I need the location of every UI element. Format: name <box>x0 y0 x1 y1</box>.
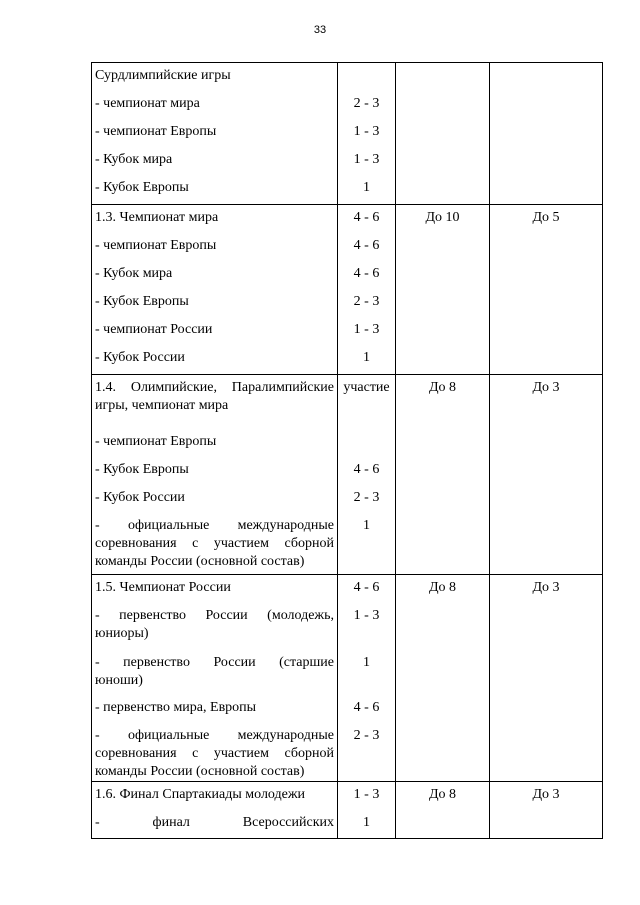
count-cell <box>396 289 490 317</box>
event-cell <box>92 119 338 147</box>
table-row <box>92 650 603 695</box>
count-cell <box>396 345 490 375</box>
page-number: 33 <box>313 24 327 36</box>
count-cell <box>396 119 490 147</box>
table-row <box>92 204 603 233</box>
places-cell <box>338 261 396 289</box>
event-text: - чемпионат Европы <box>95 124 217 139</box>
event-cell <box>92 147 338 175</box>
limit-cell <box>490 782 603 811</box>
cell-value: До 10 <box>425 209 460 225</box>
count-cell <box>396 810 490 839</box>
table-row <box>92 723 603 782</box>
places-cell <box>338 457 396 485</box>
cell-value <box>490 810 602 814</box>
cell-value: 1 <box>363 815 370 830</box>
cell-value: До 8 <box>428 580 457 595</box>
event-text: - чемпионат Европы <box>95 237 217 253</box>
event-text-line: юноши) <box>95 673 143 688</box>
cell-value <box>396 513 489 517</box>
cell-value <box>396 650 489 654</box>
limit-cell <box>490 695 603 723</box>
places-cell <box>338 575 396 604</box>
event-text: Сурдлимпийские игры <box>95 68 231 83</box>
cell-value: 4 - 6 <box>353 237 380 253</box>
cell-value: 2 - 3 <box>353 293 380 309</box>
event-cell <box>92 782 338 811</box>
cell-value: До 8 <box>428 380 457 395</box>
cell-value <box>490 345 602 349</box>
cell-value <box>396 345 489 349</box>
places-cell <box>338 695 396 723</box>
cell-value <box>490 603 602 607</box>
count-cell <box>396 457 490 485</box>
cell-value <box>396 317 489 321</box>
cell-value <box>396 429 489 433</box>
count-cell <box>396 261 490 289</box>
count-cell <box>396 204 490 233</box>
cell-value <box>490 485 602 489</box>
cell-value <box>490 457 602 461</box>
table-row <box>92 119 603 147</box>
limit-cell <box>490 261 603 289</box>
table-row <box>92 695 603 723</box>
cell-value <box>490 175 602 179</box>
table-body <box>92 63 603 839</box>
count-cell <box>396 650 490 695</box>
table-row <box>92 457 603 485</box>
places-cell <box>338 204 396 233</box>
event-text: - первенство мира, Европы <box>95 700 257 715</box>
cell-value <box>490 119 602 123</box>
places-cell <box>338 119 396 147</box>
table-row <box>92 261 603 289</box>
event-text: - Кубок мира <box>95 265 173 281</box>
count-cell <box>396 603 490 650</box>
cell-value <box>396 810 489 814</box>
cell-value: 4 - 6 <box>353 461 380 477</box>
event-text-line: - официальные международные <box>95 728 334 743</box>
limit-cell <box>490 345 603 375</box>
places-cell <box>338 233 396 261</box>
cell-value <box>490 261 602 265</box>
table-row <box>92 485 603 513</box>
cell-value: 1 - 3 <box>353 787 380 802</box>
event-text: - чемпионат мира <box>95 96 200 111</box>
limit-cell <box>490 429 603 457</box>
cell-value <box>490 63 602 67</box>
event-text: 1.5. Чемпионат России <box>95 580 231 595</box>
event-text: 1.6. Финал Спартакиады молодежи <box>95 787 306 802</box>
event-cell <box>92 650 338 695</box>
cell-value <box>490 147 602 151</box>
limit-cell <box>490 63 603 92</box>
cell-value <box>490 91 602 95</box>
event-cell <box>92 289 338 317</box>
event-text: - финал Всероссийских <box>95 815 334 830</box>
limit-cell <box>490 485 603 513</box>
cell-value: 4 - 6 <box>353 265 380 281</box>
limit-cell <box>490 91 603 119</box>
limit-cell <box>490 317 603 345</box>
table-row <box>92 147 603 175</box>
count-cell <box>396 782 490 811</box>
table-row <box>92 810 603 839</box>
event-cell <box>92 375 338 429</box>
event-cell <box>92 317 338 345</box>
event-cell <box>92 810 338 839</box>
event-cell <box>92 91 338 119</box>
event-text-line: игры, чемпионат мира <box>95 398 229 413</box>
table-row <box>92 233 603 261</box>
cell-value <box>396 147 489 151</box>
limit-cell <box>490 810 603 839</box>
limit-cell <box>490 204 603 233</box>
cell-value: До 3 <box>532 380 560 395</box>
cell-value <box>396 603 489 607</box>
places-cell <box>338 603 396 650</box>
table-row <box>92 575 603 604</box>
count-cell <box>396 233 490 261</box>
count-cell <box>396 317 490 345</box>
places-cell <box>338 723 396 782</box>
count-cell <box>396 175 490 204</box>
event-text: - Кубок России <box>95 489 185 505</box>
places-cell <box>338 650 396 695</box>
event-text: 1.3. Чемпионат мира <box>95 209 219 225</box>
cell-value: 2 - 3 <box>353 96 380 111</box>
limit-cell <box>490 723 603 782</box>
event-cell <box>92 513 338 575</box>
limit-cell <box>490 513 603 575</box>
places-cell <box>338 782 396 811</box>
event-text: - Кубок Европы <box>95 461 189 477</box>
limit-cell <box>490 147 603 175</box>
cell-value <box>490 695 602 699</box>
cell-value <box>396 485 489 489</box>
cell-value: 2 - 3 <box>353 728 380 743</box>
cell-value: 1 <box>363 655 370 670</box>
places-cell <box>338 810 396 839</box>
event-text: - Кубок России <box>95 349 185 365</box>
table-row <box>92 429 603 457</box>
places-cell <box>338 175 396 204</box>
cell-value: 1 - 3 <box>353 321 380 337</box>
count-cell <box>396 723 490 782</box>
cell-value <box>490 429 602 433</box>
event-text: - чемпионат России <box>95 321 213 337</box>
cell-value: участие <box>343 380 390 395</box>
places-cell <box>338 63 396 92</box>
event-cell <box>92 261 338 289</box>
cell-value <box>396 119 489 123</box>
places-cell <box>338 147 396 175</box>
cell-value <box>396 723 489 727</box>
cell-value <box>396 289 489 293</box>
event-text-line: соревнования с участием сборной <box>95 746 334 761</box>
limit-cell <box>490 575 603 604</box>
count-cell <box>396 513 490 575</box>
limit-cell <box>490 650 603 695</box>
cell-value: 4 - 6 <box>353 580 380 595</box>
event-text-line: - официальные международные <box>95 517 334 533</box>
table-row <box>92 513 603 575</box>
cell-value <box>396 233 489 237</box>
event-cell <box>92 723 338 782</box>
count-cell <box>396 375 490 429</box>
places-cell <box>338 345 396 375</box>
cell-value <box>396 91 489 95</box>
places-cell <box>338 485 396 513</box>
cell-value: До 8 <box>428 787 457 802</box>
cell-value: 4 - 6 <box>353 209 380 225</box>
event-cell <box>92 233 338 261</box>
table-row <box>92 91 603 119</box>
cell-value <box>338 63 395 67</box>
cell-value <box>396 695 489 699</box>
limit-cell <box>490 119 603 147</box>
limit-cell <box>490 233 603 261</box>
cell-value <box>490 233 602 237</box>
cell-value: 1 <box>363 517 370 533</box>
places-cell <box>338 289 396 317</box>
places-cell <box>338 429 396 457</box>
cell-value <box>396 175 489 179</box>
places-cell <box>338 317 396 345</box>
table-row <box>92 289 603 317</box>
cell-value: 1 - 3 <box>353 152 380 167</box>
event-cell <box>92 345 338 375</box>
cell-value: 4 - 6 <box>353 700 380 715</box>
event-cell <box>92 603 338 650</box>
event-text-line: команды России (основной состав) <box>95 764 305 779</box>
table-row <box>92 63 603 92</box>
cell-value <box>490 650 602 654</box>
event-text: - Кубок мира <box>95 152 173 167</box>
cell-value: 2 - 3 <box>353 489 380 505</box>
cell-value <box>490 513 602 517</box>
event-text-line: соревнования с участием сборной <box>95 535 334 551</box>
event-text: - Кубок Европы <box>95 180 189 195</box>
event-cell <box>92 695 338 723</box>
event-text-line: команды России (основной состав) <box>95 553 305 569</box>
cell-value <box>396 457 489 461</box>
count-cell <box>396 63 490 92</box>
event-cell <box>92 575 338 604</box>
cell-value: 1 <box>363 349 370 365</box>
criteria-table <box>91 62 603 839</box>
count-cell <box>396 91 490 119</box>
limit-cell <box>490 603 603 650</box>
event-text-line: 1.4. Олимпийские, Паралимпийские <box>95 380 334 395</box>
cell-value <box>396 63 489 67</box>
count-cell <box>396 575 490 604</box>
cell-value <box>490 317 602 321</box>
event-cell <box>92 485 338 513</box>
table-row <box>92 175 603 204</box>
limit-cell <box>490 289 603 317</box>
count-cell <box>396 429 490 457</box>
count-cell <box>396 485 490 513</box>
table-row <box>92 603 603 650</box>
cell-value <box>338 429 395 433</box>
event-text: - чемпионат Европы <box>95 433 217 449</box>
count-cell <box>396 695 490 723</box>
cell-value <box>490 723 602 727</box>
event-cell <box>92 175 338 204</box>
event-text-line: - первенство России (старшие <box>95 655 334 670</box>
cell-value: До 3 <box>532 787 560 802</box>
event-text-line: - первенство России (молодежь, <box>95 608 334 623</box>
count-cell <box>396 147 490 175</box>
limit-cell <box>490 457 603 485</box>
cell-value: 1 <box>363 180 370 195</box>
table-row <box>92 375 603 429</box>
cell-value: 1 - 3 <box>353 124 380 139</box>
event-text-line: юниоры) <box>95 626 149 641</box>
cell-value <box>490 289 602 293</box>
limit-cell <box>490 375 603 429</box>
cell-value <box>396 261 489 265</box>
event-cell <box>92 429 338 457</box>
cell-value: До 3 <box>532 580 560 595</box>
table-row <box>92 782 603 811</box>
table-row <box>92 345 603 375</box>
places-cell <box>338 375 396 429</box>
event-text: - Кубок Европы <box>95 293 189 309</box>
table-row <box>92 317 603 345</box>
cell-value: До 5 <box>532 209 560 225</box>
places-cell <box>338 513 396 575</box>
event-cell <box>92 457 338 485</box>
event-cell <box>92 63 338 92</box>
limit-cell <box>490 175 603 204</box>
places-cell <box>338 91 396 119</box>
event-cell <box>92 204 338 233</box>
cell-value: 1 - 3 <box>353 608 380 623</box>
